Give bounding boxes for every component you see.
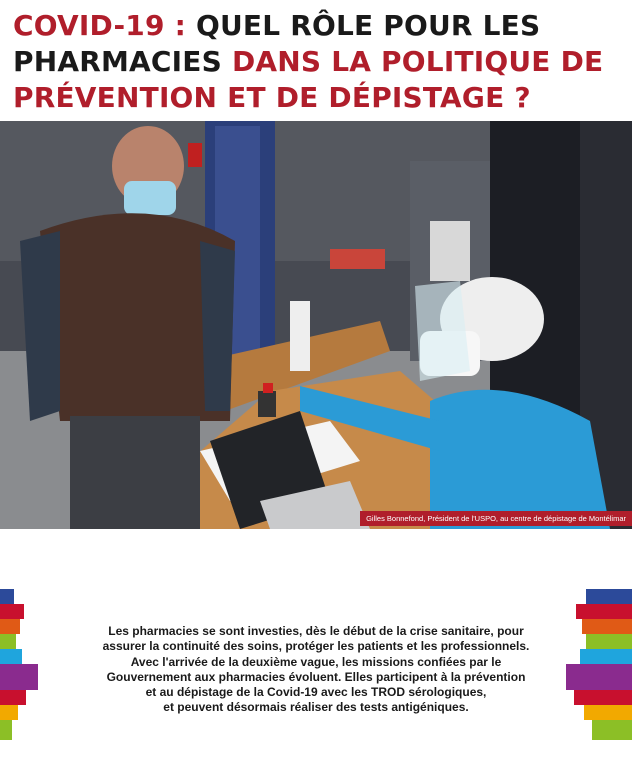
intro-line: Les pharmacies se sont investies, dès le début de la crise sanitaire, pour [108,624,524,638]
intro-line: Gouvernement aux pharmacies évoluent. Elles participent à la prévention [106,669,526,684]
decorative-stripes-right [564,589,632,740]
stripe [0,664,38,690]
article-photo [0,121,632,529]
photo-illustration [0,121,632,529]
decorative-stripes-left [0,589,38,740]
stripe [574,690,632,705]
stripe [576,604,632,619]
stripe [0,720,12,740]
article-intro [60,624,572,716]
intro-line: Avec l'arrivée de la deuxième vague, les missions confiées par le [130,654,502,669]
stripe [566,664,632,690]
stripe [592,720,632,740]
intro-line: assurer la continuité des soins, protéger les patients et les professionnels. [102,639,530,654]
stripe [0,705,18,720]
headline-subject: DANS LA POLITIQUE DE PRÉVENTION ET DE DÉPISTAGE ? [13,45,604,114]
stripe [586,589,632,604]
stripe [580,649,632,664]
stripe [0,634,16,649]
stripe [584,705,632,720]
intro-line: et peuvent désormais réaliser des tests antigéniques. [163,700,469,715]
stripe [0,619,20,634]
headline-topic: COVID-19 : [13,9,196,42]
stripe [0,604,24,619]
stripe [586,634,632,649]
headline-question: QUEL RÔLE POUR LES PHARMACIES [13,9,541,78]
stripe [0,649,22,664]
article-headline [13,8,623,116]
intro-line: et au dépistage de la Covid-19 avec les TROD sérologiques, [145,685,487,700]
stripe [0,690,26,705]
stripe [582,619,632,634]
stripe [0,589,14,604]
photo-caption: Gilles Bonnefond, Président de l'USPO, au centre de dépistage de Montélimar [360,511,632,526]
